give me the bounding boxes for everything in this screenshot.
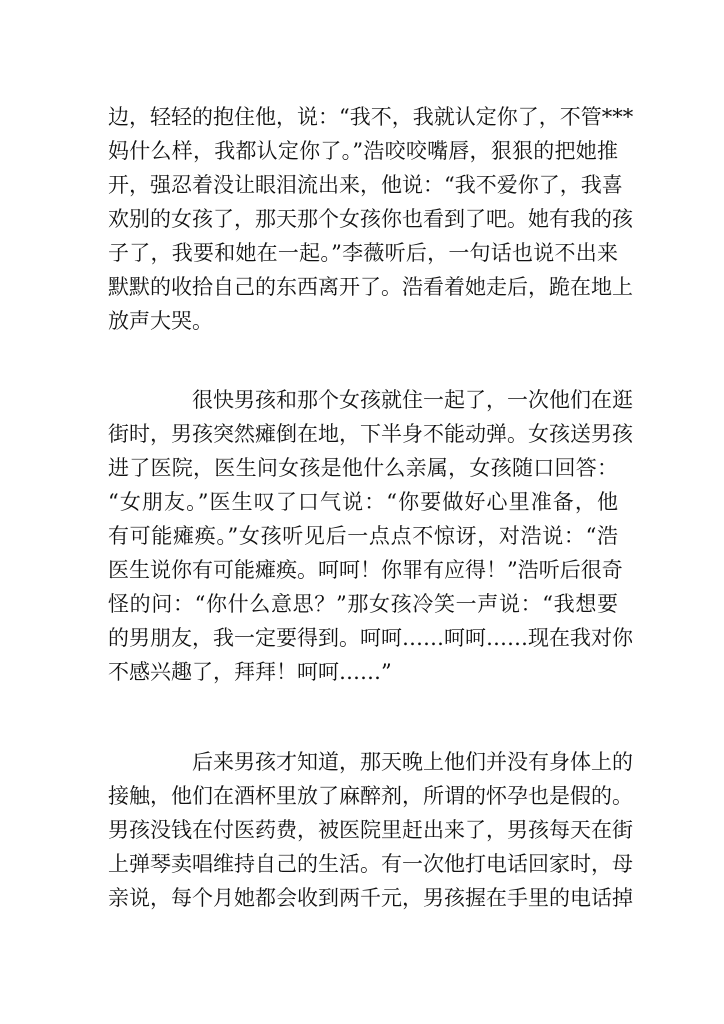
paragraph-line: 上弹琴卖唱维持自己的生活。有一次他打电话回家时，母: [108, 852, 633, 876]
paragraph-line: 欢别的女孩了，那天那个女孩你也看到了吧。她有我的孩: [108, 207, 633, 231]
paragraph-2: [108, 383, 633, 689]
paragraph-line: 默默的收拾自己的东西离开了。浩看着她走后，跪在地上: [108, 275, 633, 299]
paragraph-line: “女朋友。”医生叹了口气说：“你要做好心里准备，他: [108, 490, 618, 514]
paragraph-line: 不感兴趣了，拜拜！呵呵……”: [108, 660, 392, 684]
paragraph-line: 有可能瘫痪。”女孩听见后一点点不惊讶，对浩说：“浩: [108, 524, 618, 548]
paragraph-line: 开，强忍着没让眼泪流出来，他说：“我不爱你了，我喜: [108, 173, 623, 197]
paragraph-line: 亲说，每个月她都会收到两千元，男孩握在手里的电话掉: [108, 886, 633, 910]
paragraph-line: 街时，男孩突然瘫倒在地，下半身不能动弹。女孩送男孩: [108, 422, 633, 446]
paragraph-3: [108, 745, 633, 915]
paragraph-line: 医生说你有可能瘫痪。呵呵！你罪有应得！”浩听后很奇: [108, 558, 623, 582]
paragraph-line: 子了，我要和她在一起。”李薇听后，一句话也说不出来: [108, 241, 618, 265]
paragraph-line: 很快男孩和那个女孩就住一起了，一次他们在逛: [192, 388, 633, 412]
paragraph-line: 进了医院，医生问女孩是他什么亲属，女孩随口回答：: [108, 456, 618, 480]
paragraph-line: 放声大哭。: [108, 309, 213, 333]
paragraph-line: 怪的问：“你什么意思？”那女孩冷笑一声说：“我想要: [108, 592, 618, 616]
paragraph-1: [108, 100, 634, 338]
paragraph-line: 的男朋友，我一定要得到。呵呵……呵呵……现在我对你: [108, 626, 633, 650]
paragraph-line: 男孩没钱在付医药费，被医院里赶出来了，男孩每天在街: [108, 818, 633, 842]
paragraph-line: 接触，他们在酒杯里放了麻醉剂，所谓的怀孕也是假的。: [108, 784, 633, 808]
paragraph-line: 后来男孩才知道，那天晚上他们并没有身体上的: [192, 750, 633, 774]
paragraph-line: 边，轻轻的抱住他，说：“我不，我就认定你了，不管***: [108, 105, 634, 129]
paragraph-line: 妈什么样，我都认定你了。”浩咬咬嘴唇，狠狠的把她推: [108, 139, 618, 163]
